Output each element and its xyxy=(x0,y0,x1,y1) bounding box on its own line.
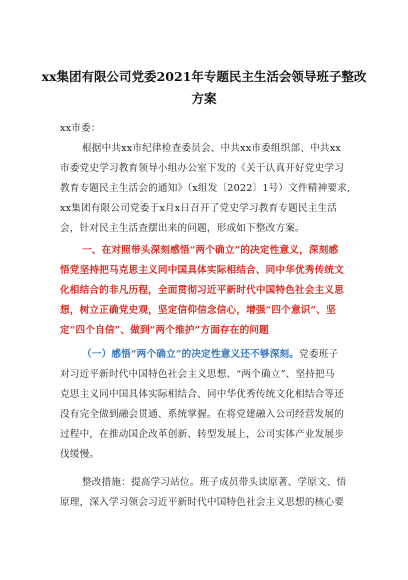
paragraph-line: 没有完全做到融会贯通、系统掌握。在将党建融入公司经营发展的 xyxy=(60,409,345,420)
section-heading-line: 悟党坚持把马克思主义同中国具体实际相结合、同中华优秀传统文 xyxy=(60,265,345,276)
paragraph-line: 伐缓慢。 xyxy=(60,449,100,460)
subsection-heading-tail: 党委班子 xyxy=(299,349,339,360)
document-title-line-2: 方案 xyxy=(191,91,217,106)
paragraph-line: 对习近平新时代中国特色社会主义思想、“两个确立”、坚持把马 xyxy=(60,369,335,380)
section-heading-line: 一、在对照带头深刻感悟“两个确立”的决定性意义，深刻感 xyxy=(82,245,339,256)
paragraph-line: 市委党史学习教育领导小组办公室下发的《关于认真开好党史学习 xyxy=(60,163,345,174)
paragraph-line: 教育专题民主生活会的通知》（x组发〔2022〕1号）文件精神要求, xyxy=(60,183,351,194)
paragraph-line: 克思主义同中国具体实际相结合、同中华优秀传统文化相结合等还 xyxy=(60,389,345,400)
paragraph-line: 根据中共xx市纪律检查委员会、中共xx市委组织部、中共xx xyxy=(82,143,341,154)
document-title-line-1: xx集团有限公司党委2021年专题民主生活会领导班子整改 xyxy=(41,69,367,84)
paragraph-line: 过程中，在推动国企改革创新、转型发展上，公司实体产业发展步 xyxy=(60,429,345,440)
salutation: xx市委： xyxy=(60,123,101,134)
paragraph-line: 会，针对民主生活查摆出来的问题，形成如下整改方案。 xyxy=(60,223,305,234)
section-heading-line: 想，树立正确党史观，坚定信仰信念信心，增强“四个意识”、坚 xyxy=(60,305,336,316)
paragraph-line: xx集团有限公司党委于x月x日召开了党史学习教育专题民主生活 xyxy=(60,203,338,214)
measures-line: 原理，深入学习领会习近平新时代中国特色社会主义思想的核心要 xyxy=(60,497,345,508)
subsection-heading: （一）感悟“两个确立”的决定性意义还不够深刻。 xyxy=(82,349,300,360)
subsection-heading-line xyxy=(82,348,356,362)
measures-line: 整改措施：提高学习站位。班子成员带头读原著、学原文、悟 xyxy=(82,477,347,488)
section-heading-line: 定“四个自信”、做到“两个维护”方面存在的问题 xyxy=(60,325,269,336)
section-heading-line: 化相结合的非凡历程，全面贯彻习近平新时代中国特色社会主义思 xyxy=(60,285,345,296)
